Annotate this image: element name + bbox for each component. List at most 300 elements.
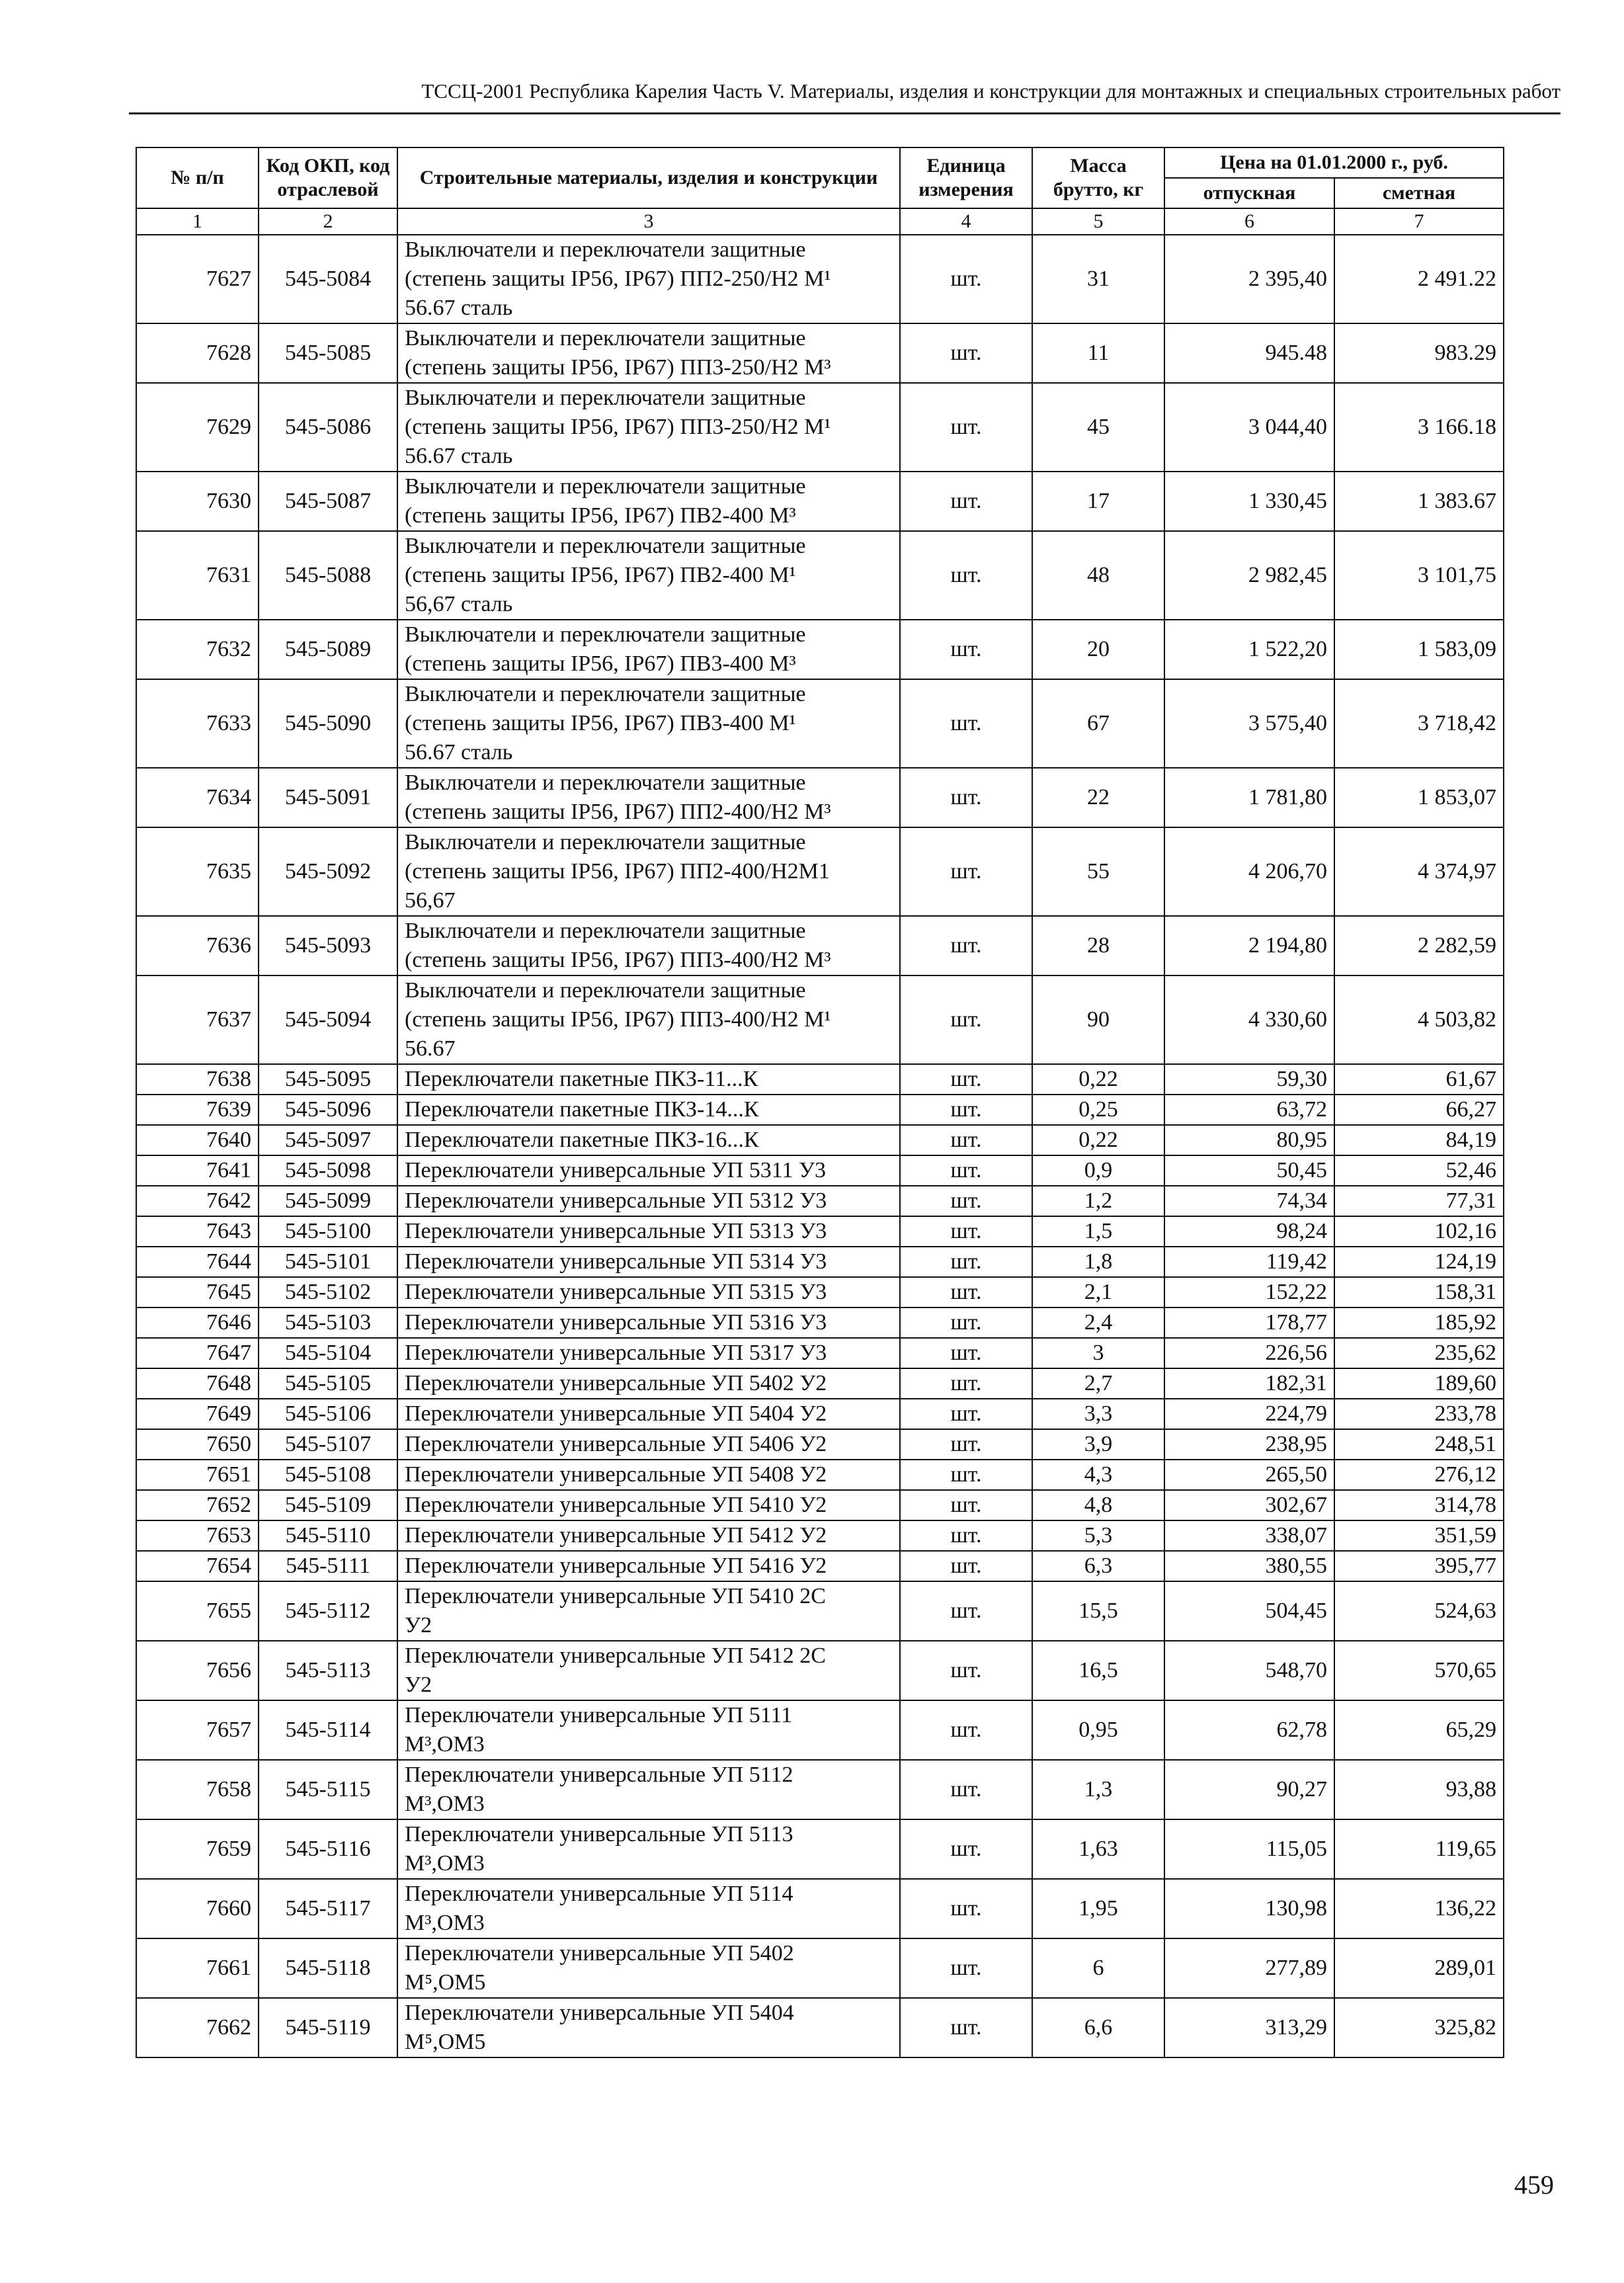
row-price-estimate: 235,62 — [1334, 1338, 1504, 1368]
table-row — [136, 1308, 1504, 1338]
table-row — [136, 472, 1504, 531]
row-unit: шт. — [900, 1064, 1032, 1095]
row-price-release: 130,98 — [1164, 1879, 1334, 1938]
row-price-estimate: 248,51 — [1334, 1429, 1504, 1460]
row-name: Переключатели универсальные УП 5402 М⁵,ОМ5 — [397, 1938, 900, 1998]
row-mass: 17 — [1032, 472, 1164, 531]
row-unit: шт. — [900, 827, 1032, 916]
row-price-estimate: 276,12 — [1334, 1460, 1504, 1490]
row-mass: 0,9 — [1032, 1155, 1164, 1186]
row-price-release: 63,72 — [1164, 1095, 1334, 1125]
row-name: Выключатели и переключатели защитные (степень защиты IP56, IP67) ПП3-250/Н2 М³ — [397, 323, 900, 383]
header-price-estimate: сметная — [1334, 178, 1504, 208]
row-mass: 2,4 — [1032, 1308, 1164, 1338]
row-price-release: 90,27 — [1164, 1760, 1334, 1819]
row-unit: шт. — [900, 235, 1032, 323]
row-number: 7651 — [136, 1460, 259, 1490]
table-row — [136, 1700, 1504, 1760]
row-unit: шт. — [900, 1581, 1032, 1641]
row-number: 7634 — [136, 768, 259, 827]
row-name: Выключатели и переключатели защитные (степень защиты IP56, IP67) ПП2-250/Н2 М¹ 56.67 сталь — [397, 235, 900, 323]
row-code: 545-5086 — [259, 383, 397, 472]
table-row — [136, 1938, 1504, 1998]
row-unit: шт. — [900, 383, 1032, 472]
row-price-estimate: 395,77 — [1334, 1551, 1504, 1581]
row-mass: 0,22 — [1032, 1125, 1164, 1155]
row-mass: 1,3 — [1032, 1760, 1164, 1819]
row-price-release: 3 044,40 — [1164, 383, 1334, 472]
row-mass: 1,2 — [1032, 1186, 1164, 1216]
row-code: 545-5116 — [259, 1819, 397, 1879]
header-mass: Масса брутто, кг — [1032, 147, 1164, 208]
row-name: Переключатели универсальные УП 5113 М³,ОМ3 — [397, 1819, 900, 1879]
row-mass: 2,1 — [1032, 1277, 1164, 1308]
row-name: Переключатели универсальные УП 5404 М⁵,ОМ5 — [397, 1998, 900, 2057]
row-unit: шт. — [900, 1399, 1032, 1429]
row-code: 545-5106 — [259, 1399, 397, 1429]
row-name: Переключатели универсальные УП 5416 У2 — [397, 1551, 900, 1581]
table-row — [136, 1429, 1504, 1460]
row-number: 7659 — [136, 1819, 259, 1879]
row-code: 545-5114 — [259, 1700, 397, 1760]
row-price-release: 277,89 — [1164, 1938, 1334, 1998]
row-number: 7632 — [136, 620, 259, 679]
row-mass: 48 — [1032, 531, 1164, 620]
row-price-estimate: 983.29 — [1334, 323, 1504, 383]
row-unit: шт. — [900, 1641, 1032, 1700]
row-unit: шт. — [900, 1938, 1032, 1998]
row-code: 545-5089 — [259, 620, 397, 679]
row-code: 545-5103 — [259, 1308, 397, 1338]
row-price-release: 4 330,60 — [1164, 975, 1334, 1064]
table-row — [136, 975, 1504, 1064]
row-number: 7635 — [136, 827, 259, 916]
row-mass: 67 — [1032, 679, 1164, 768]
row-number: 7652 — [136, 1490, 259, 1520]
row-unit: шт. — [900, 1155, 1032, 1186]
row-mass: 15,5 — [1032, 1581, 1164, 1641]
row-number: 7661 — [136, 1938, 259, 1998]
row-price-estimate: 136,22 — [1334, 1879, 1504, 1938]
row-number: 7631 — [136, 531, 259, 620]
row-unit: шт. — [900, 1429, 1032, 1460]
table-row — [136, 1155, 1504, 1186]
row-name: Переключатели универсальные УП 5112 М³,ОМ3 — [397, 1760, 900, 1819]
row-unit: шт. — [900, 1551, 1032, 1581]
row-mass: 4,3 — [1032, 1460, 1164, 1490]
row-number: 7628 — [136, 323, 259, 383]
row-price-release: 504,45 — [1164, 1581, 1334, 1641]
table-row — [136, 1760, 1504, 1819]
row-mass: 1,63 — [1032, 1819, 1164, 1879]
row-mass: 3,3 — [1032, 1399, 1164, 1429]
header-name: Строительные материалы, изделия и конструкции — [397, 147, 900, 208]
row-number: 7654 — [136, 1551, 259, 1581]
row-code: 545-5094 — [259, 975, 397, 1064]
row-price-release: 59,30 — [1164, 1064, 1334, 1095]
row-name: Переключатели универсальные УП 5406 У2 — [397, 1429, 900, 1460]
table-row — [136, 1338, 1504, 1368]
row-mass: 20 — [1032, 620, 1164, 679]
row-price-release: 62,78 — [1164, 1700, 1334, 1760]
column-number: 5 — [1032, 208, 1164, 235]
row-number: 7647 — [136, 1338, 259, 1368]
row-price-release: 3 575,40 — [1164, 679, 1334, 768]
row-price-estimate: 158,31 — [1334, 1277, 1504, 1308]
row-price-release: 182,31 — [1164, 1368, 1334, 1399]
row-name: Переключатели универсальные УП 5412 У2 — [397, 1520, 900, 1551]
column-number: 4 — [900, 208, 1032, 235]
row-price-estimate: 65,29 — [1334, 1700, 1504, 1760]
row-number: 7650 — [136, 1429, 259, 1460]
row-unit: шт. — [900, 620, 1032, 679]
row-number: 7630 — [136, 472, 259, 531]
row-price-estimate: 3 101,75 — [1334, 531, 1504, 620]
row-price-estimate: 289,01 — [1334, 1938, 1504, 1998]
row-price-estimate: 4 374,97 — [1334, 827, 1504, 916]
row-price-estimate: 119,65 — [1334, 1819, 1504, 1879]
row-mass: 3,9 — [1032, 1429, 1164, 1460]
table-row — [136, 1998, 1504, 2057]
row-mass: 22 — [1032, 768, 1164, 827]
row-name: Переключатели универсальные УП 5315 У3 — [397, 1277, 900, 1308]
row-code: 545-5092 — [259, 827, 397, 916]
row-code: 545-5099 — [259, 1186, 397, 1216]
row-price-release: 98,24 — [1164, 1216, 1334, 1247]
row-unit: шт. — [900, 1125, 1032, 1155]
row-code: 545-5091 — [259, 768, 397, 827]
row-price-estimate: 77,31 — [1334, 1186, 1504, 1216]
row-number: 7649 — [136, 1399, 259, 1429]
row-mass: 6,3 — [1032, 1551, 1164, 1581]
table-row — [136, 827, 1504, 916]
row-name: Переключатели универсальные УП 5313 У3 — [397, 1216, 900, 1247]
row-price-estimate: 4 503,82 — [1334, 975, 1504, 1064]
row-number: 7643 — [136, 1216, 259, 1247]
row-code: 545-5090 — [259, 679, 397, 768]
row-mass: 6,6 — [1032, 1998, 1164, 2057]
row-price-estimate: 314,78 — [1334, 1490, 1504, 1520]
table-body — [136, 235, 1504, 2057]
row-name: Переключатели универсальные УП 5317 У3 — [397, 1338, 900, 1368]
row-price-estimate: 1 583,09 — [1334, 620, 1504, 679]
row-mass: 45 — [1032, 383, 1164, 472]
row-price-release: 265,50 — [1164, 1460, 1334, 1490]
table-row — [136, 1247, 1504, 1277]
row-name: Переключатели универсальные УП 5316 У3 — [397, 1308, 900, 1338]
column-number: 7 — [1334, 208, 1504, 235]
table-row — [136, 1879, 1504, 1938]
row-code: 545-5112 — [259, 1581, 397, 1641]
row-price-estimate: 189,60 — [1334, 1368, 1504, 1399]
table-row — [136, 916, 1504, 975]
row-mass: 0,95 — [1032, 1700, 1164, 1760]
header-price-group: Цена на 01.01.2000 г., руб. — [1164, 147, 1504, 178]
row-mass: 3 — [1032, 1338, 1164, 1368]
table-row — [136, 323, 1504, 383]
row-price-estimate: 124,19 — [1334, 1247, 1504, 1277]
row-code: 545-5085 — [259, 323, 397, 383]
row-code: 545-5095 — [259, 1064, 397, 1095]
row-code: 545-5115 — [259, 1760, 397, 1819]
row-number: 7637 — [136, 975, 259, 1064]
row-number: 7636 — [136, 916, 259, 975]
table-row — [136, 1095, 1504, 1125]
running-header: ТССЦ-2001 Республика Карелия Часть V. Материалы, изделия и конструкции для монтажных и специальных строительных работ — [421, 79, 1561, 103]
row-price-estimate: 84,19 — [1334, 1125, 1504, 1155]
row-price-release: 115,05 — [1164, 1819, 1334, 1879]
row-name: Переключатели универсальные УП 5412 2С У2 — [397, 1641, 900, 1700]
column-number: 2 — [259, 208, 397, 235]
row-number: 7629 — [136, 383, 259, 472]
table-row — [136, 1641, 1504, 1700]
row-unit: шт. — [900, 1308, 1032, 1338]
row-mass: 1,5 — [1032, 1216, 1164, 1247]
row-number: 7641 — [136, 1155, 259, 1186]
row-price-estimate: 233,78 — [1334, 1399, 1504, 1429]
row-code: 545-5107 — [259, 1429, 397, 1460]
table-row — [136, 768, 1504, 827]
row-name: Выключатели и переключатели защитные (степень защиты IP56, IP67) ПВ2-400 М¹ 56,67 сталь — [397, 531, 900, 620]
table-row — [136, 383, 1504, 472]
row-price-release: 2 194,80 — [1164, 916, 1334, 975]
row-unit: шт. — [900, 1338, 1032, 1368]
row-code: 545-5097 — [259, 1125, 397, 1155]
row-code: 545-5119 — [259, 1998, 397, 2057]
row-price-estimate: 52,46 — [1334, 1155, 1504, 1186]
row-unit: шт. — [900, 1216, 1032, 1247]
price-table — [136, 147, 1504, 2058]
row-price-release: 119,42 — [1164, 1247, 1334, 1277]
row-code: 545-5087 — [259, 472, 397, 531]
page-number: 459 — [1514, 2170, 1554, 2200]
row-code: 545-5111 — [259, 1551, 397, 1581]
table-row — [136, 1581, 1504, 1641]
row-code: 545-5113 — [259, 1641, 397, 1700]
row-price-estimate: 325,82 — [1334, 1998, 1504, 2057]
row-mass: 55 — [1032, 827, 1164, 916]
row-price-estimate: 93,88 — [1334, 1760, 1504, 1819]
row-price-release: 313,29 — [1164, 1998, 1334, 2057]
header-num: № п/п — [136, 147, 259, 208]
row-mass: 6 — [1032, 1938, 1164, 1998]
row-unit: шт. — [900, 1819, 1032, 1879]
row-name: Переключатели универсальные УП 5410 2С У2 — [397, 1581, 900, 1641]
row-unit: шт. — [900, 323, 1032, 383]
row-number: 7653 — [136, 1520, 259, 1551]
row-price-release: 178,77 — [1164, 1308, 1334, 1338]
row-name: Переключатели универсальные УП 5402 У2 — [397, 1368, 900, 1399]
row-code: 545-5102 — [259, 1277, 397, 1308]
row-price-release: 226,56 — [1164, 1338, 1334, 1368]
row-number: 7646 — [136, 1308, 259, 1338]
row-number: 7639 — [136, 1095, 259, 1125]
row-price-release: 80,95 — [1164, 1125, 1334, 1155]
column-number: 6 — [1164, 208, 1334, 235]
row-unit: шт. — [900, 768, 1032, 827]
table-row — [136, 1186, 1504, 1216]
row-price-release: 380,55 — [1164, 1551, 1334, 1581]
table-row — [136, 1216, 1504, 1247]
row-name: Переключатели универсальные УП 5314 У3 — [397, 1247, 900, 1277]
row-unit: шт. — [900, 1277, 1032, 1308]
row-code: 545-5100 — [259, 1216, 397, 1247]
table-row — [136, 235, 1504, 323]
row-unit: шт. — [900, 1879, 1032, 1938]
table-row — [136, 531, 1504, 620]
table-header — [136, 147, 1504, 235]
row-price-estimate: 351,59 — [1334, 1520, 1504, 1551]
row-unit: шт. — [900, 1490, 1032, 1520]
row-price-estimate: 2 282,59 — [1334, 916, 1504, 975]
row-price-release: 302,67 — [1164, 1490, 1334, 1520]
row-code: 545-5118 — [259, 1938, 397, 1998]
row-mass: 4,8 — [1032, 1490, 1164, 1520]
row-price-estimate: 524,63 — [1334, 1581, 1504, 1641]
row-unit: шт. — [900, 1247, 1032, 1277]
row-code: 545-5105 — [259, 1368, 397, 1399]
row-name: Выключатели и переключатели защитные (степень защиты IP56, IP67) ПВ3-400 М¹ 56.67 сталь — [397, 679, 900, 768]
row-price-release: 548,70 — [1164, 1641, 1334, 1700]
column-number-row — [136, 208, 1504, 235]
row-price-release: 1 522,20 — [1164, 620, 1334, 679]
row-number: 7655 — [136, 1581, 259, 1641]
row-mass: 1,8 — [1032, 1247, 1164, 1277]
row-number: 7656 — [136, 1641, 259, 1700]
row-number: 7660 — [136, 1879, 259, 1938]
row-price-estimate: 185,92 — [1334, 1308, 1504, 1338]
row-mass: 28 — [1032, 916, 1164, 975]
row-price-estimate: 66,27 — [1334, 1095, 1504, 1125]
row-name: Переключатели универсальные УП 5111 М³,ОМ3 — [397, 1700, 900, 1760]
row-unit: шт. — [900, 1460, 1032, 1490]
row-number: 7645 — [136, 1277, 259, 1308]
row-price-estimate: 2 491.22 — [1334, 235, 1504, 323]
row-name: Переключатели пакетные ПКЗ-14...К — [397, 1095, 900, 1125]
row-number: 7658 — [136, 1760, 259, 1819]
row-mass: 31 — [1032, 235, 1164, 323]
row-mass: 16,5 — [1032, 1641, 1164, 1700]
row-mass: 90 — [1032, 975, 1164, 1064]
row-price-release: 152,22 — [1164, 1277, 1334, 1308]
row-code: 545-5110 — [259, 1520, 397, 1551]
row-name: Выключатели и переключатели защитные (степень защиты IP56, IP67) ПВ2-400 М³ — [397, 472, 900, 531]
row-mass: 0,25 — [1032, 1095, 1164, 1125]
row-unit: шт. — [900, 531, 1032, 620]
table-row — [136, 1399, 1504, 1429]
row-unit: шт. — [900, 1700, 1032, 1760]
row-code: 545-5104 — [259, 1338, 397, 1368]
row-price-estimate: 102,16 — [1334, 1216, 1504, 1247]
table-row — [136, 1520, 1504, 1551]
row-price-estimate: 61,67 — [1334, 1064, 1504, 1095]
row-price-estimate: 3 718,42 — [1334, 679, 1504, 768]
row-name: Выключатели и переключатели защитные (степень защиты IP56, IP67) ПП2-400/Н2 М³ — [397, 768, 900, 827]
row-number: 7627 — [136, 235, 259, 323]
row-code: 545-5098 — [259, 1155, 397, 1186]
row-name: Переключатели универсальные УП 5312 У3 — [397, 1186, 900, 1216]
table-row — [136, 1460, 1504, 1490]
header-rule — [129, 112, 1561, 114]
table-row — [136, 1490, 1504, 1520]
row-mass: 5,3 — [1032, 1520, 1164, 1551]
row-price-release: 238,95 — [1164, 1429, 1334, 1460]
row-unit: шт. — [900, 1520, 1032, 1551]
row-name: Выключатели и переключатели защитные (степень защиты IP56, IP67) ПП3-400/Н2 М³ — [397, 916, 900, 975]
row-name: Переключатели пакетные ПКЗ-16...К — [397, 1125, 900, 1155]
header-code: Код ОКП, код отраслевой — [259, 147, 397, 208]
row-name: Переключатели универсальные УП 5410 У2 — [397, 1490, 900, 1520]
row-unit: шт. — [900, 1095, 1032, 1125]
row-name: Выключатели и переключатели защитные (степень защиты IP56, IP67) ПП3-400/Н2 М¹ 56.67 — [397, 975, 900, 1064]
row-unit: шт. — [900, 975, 1032, 1064]
row-number: 7638 — [136, 1064, 259, 1095]
row-unit: шт. — [900, 679, 1032, 768]
row-mass: 0,22 — [1032, 1064, 1164, 1095]
row-price-release: 2 982,45 — [1164, 531, 1334, 620]
row-mass: 11 — [1032, 323, 1164, 383]
row-price-release: 945.48 — [1164, 323, 1334, 383]
table-row — [136, 1368, 1504, 1399]
row-name: Выключатели и переключатели защитные (степень защиты IP56, IP67) ПВ3-400 М³ — [397, 620, 900, 679]
row-code: 545-5093 — [259, 916, 397, 975]
row-code: 545-5101 — [259, 1247, 397, 1277]
row-price-release: 224,79 — [1164, 1399, 1334, 1429]
row-number: 7642 — [136, 1186, 259, 1216]
row-number: 7662 — [136, 1998, 259, 2057]
row-number: 7648 — [136, 1368, 259, 1399]
column-number: 1 — [136, 208, 259, 235]
row-price-release: 1 330,45 — [1164, 472, 1334, 531]
row-number: 7657 — [136, 1700, 259, 1760]
row-name: Переключатели универсальные УП 5408 У2 — [397, 1460, 900, 1490]
row-code: 545-5117 — [259, 1879, 397, 1938]
table-row — [136, 1277, 1504, 1308]
row-price-estimate: 570,65 — [1334, 1641, 1504, 1700]
row-number: 7644 — [136, 1247, 259, 1277]
header-unit: Единица измерения — [900, 147, 1032, 208]
row-code: 545-5084 — [259, 235, 397, 323]
row-name: Выключатели и переключатели защитные (степень защиты IP56, IP67) ПП2-400/Н2М1 56,67 — [397, 827, 900, 916]
row-number: 7640 — [136, 1125, 259, 1155]
row-unit: шт. — [900, 472, 1032, 531]
table-row — [136, 1125, 1504, 1155]
row-unit: шт. — [900, 916, 1032, 975]
row-code: 545-5088 — [259, 531, 397, 620]
row-price-release: 74,34 — [1164, 1186, 1334, 1216]
row-name: Выключатели и переключатели защитные (степень защиты IP56, IP67) ПП3-250/Н2 М¹ 56.67 сталь — [397, 383, 900, 472]
table-row — [136, 620, 1504, 679]
row-name: Переключатели пакетные ПКЗ-11...К — [397, 1064, 900, 1095]
row-mass: 2,7 — [1032, 1368, 1164, 1399]
column-number: 3 — [397, 208, 900, 235]
row-code: 545-5109 — [259, 1490, 397, 1520]
row-unit: шт. — [900, 1368, 1032, 1399]
header-price-release: отпускная — [1164, 178, 1334, 208]
row-name: Переключатели универсальные УП 5404 У2 — [397, 1399, 900, 1429]
row-unit: шт. — [900, 1186, 1032, 1216]
row-price-release: 4 206,70 — [1164, 827, 1334, 916]
table-row — [136, 679, 1504, 768]
row-mass: 1,95 — [1032, 1879, 1164, 1938]
table-row — [136, 1819, 1504, 1879]
row-code: 545-5096 — [259, 1095, 397, 1125]
row-price-release: 50,45 — [1164, 1155, 1334, 1186]
row-price-estimate: 3 166.18 — [1334, 383, 1504, 472]
row-code: 545-5108 — [259, 1460, 397, 1490]
row-price-release: 338,07 — [1164, 1520, 1334, 1551]
table-row — [136, 1064, 1504, 1095]
